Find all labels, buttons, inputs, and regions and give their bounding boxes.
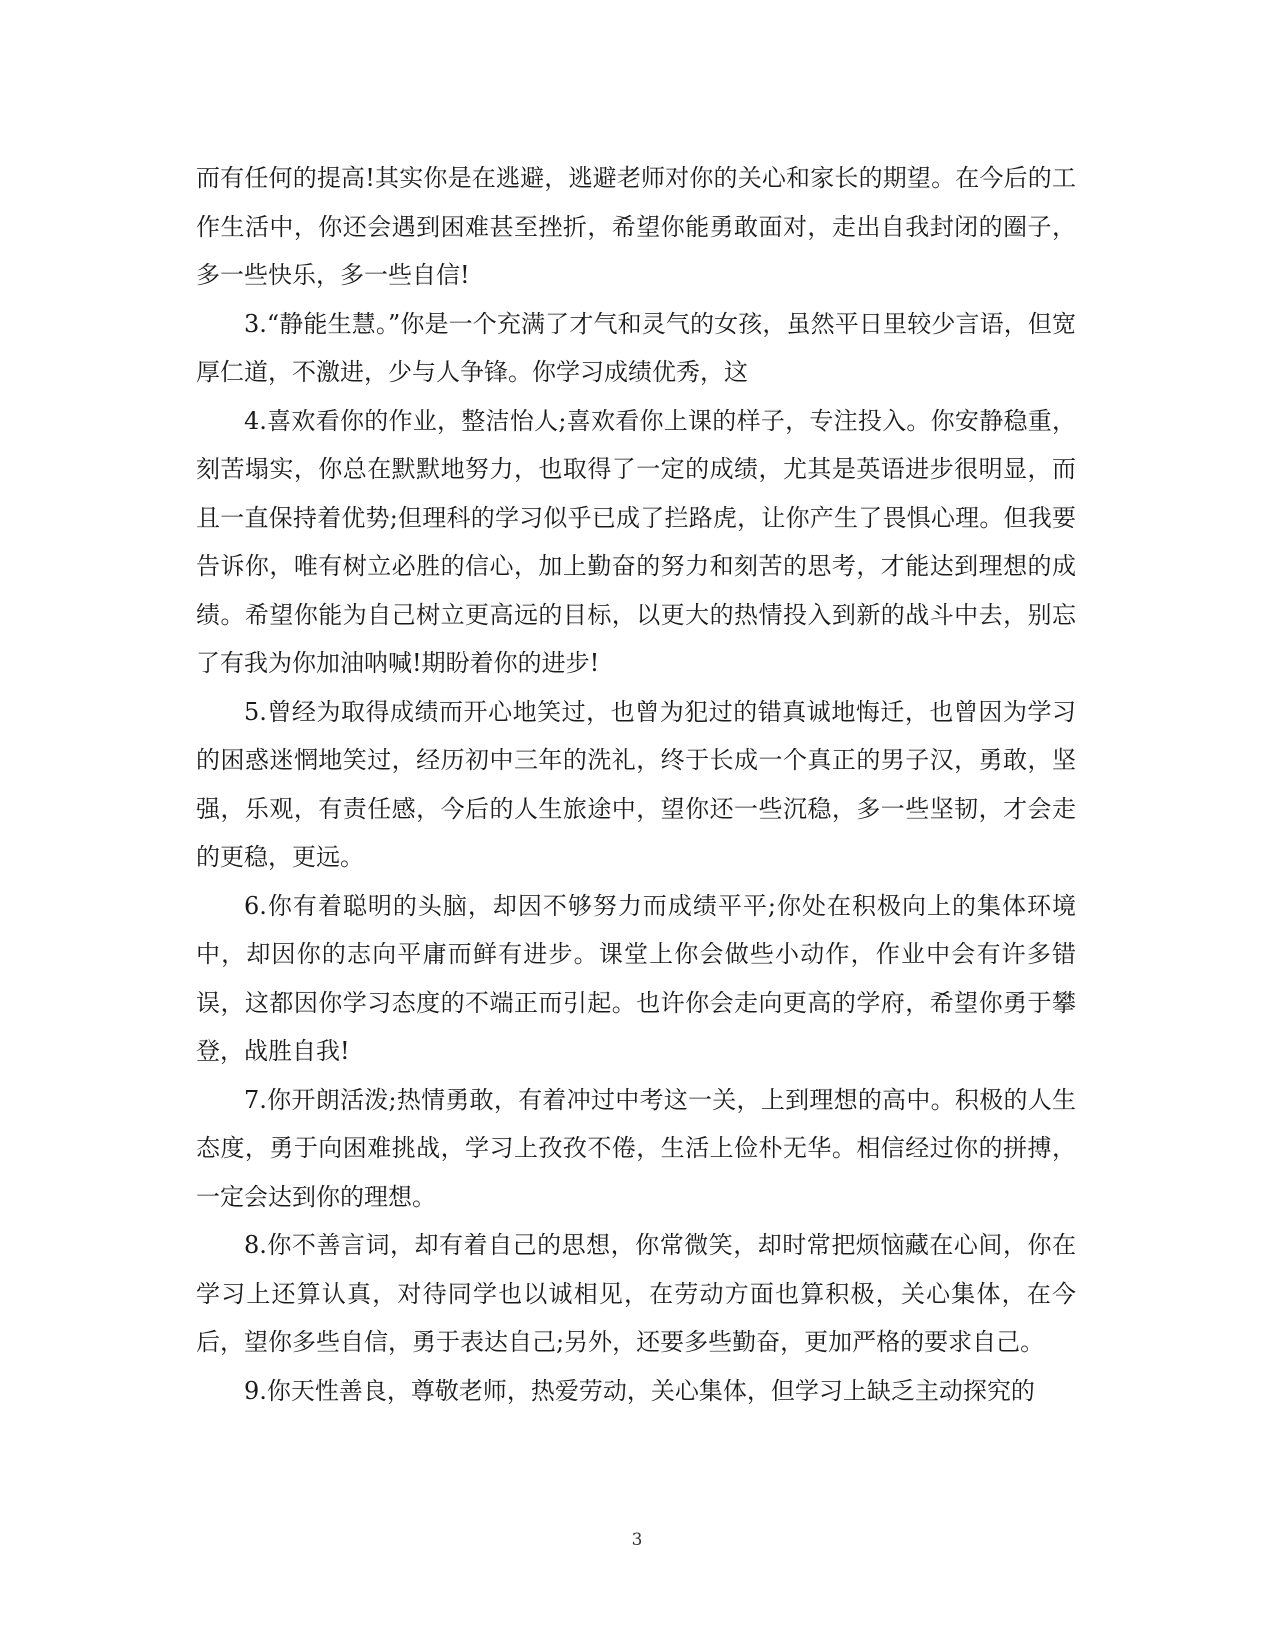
page-number: 3: [631, 1530, 643, 1550]
paragraph-continued: 而有任何的提高!其实你是在逃避，逃避老师对你的关心和家长的期望。在今后的工作生活中，你还会遇到困难甚至挫折，希望你能勇敢面对，走出自我封闭的圈子，多一些快乐，多一些自信!: [196, 164, 1076, 289]
paragraph-4: 4.喜欢看你的作业，整洁怡人;喜欢看你上课的样子，专注投入。你安静稳重，刻苦塌实，你总在默默地努力，也取得了一定的成绩，尤其是英语进步很明显，而且一直保持着优势;但理科的学习似乎已成了拦路虎，让你产生了畏惧心理。但我要告诉你，唯有树立必胜的信心，加上勤奋的努力和刻苦的思考，才能达到理想的成绩。希望你能为自己树立更高远的目标，以更大的热情投入到新的战斗中去，别忘了有我为你加油呐喊!期盼着你的进步!: [196, 406, 1076, 677]
paragraph-8: 8.你不善言词，却有着自己的思想，你常微笑，却时常把烦恼藏在心间，你在学习上还算认真，对待同学也以诚相见，在劳动方面也算积极，关心集体，在今后，望你多些自信，勇于表达自己;另外，还要多些勤奋，更加严格的要求自己。: [196, 1231, 1076, 1356]
paragraph-3: 3.“静能生慧。”你是一个充满了才气和灵气的女孩，虽然平日里较少言语，但宽厚仁道，不激进，少与人争锋。你学习成绩优秀，这: [196, 309, 1076, 386]
paragraph-7: 7.你开朗活泼;热情勇敢，有着冲过中考这一关，上到理想的高中。积极的人生态度，勇于向困难挑战，学习上孜孜不倦，生活上俭朴无华。相信经过你的拼搏，一定会达到你的理想。: [196, 1085, 1076, 1211]
paragraph-9: 9.你天性善良，尊敬老师，热爱劳动，关心集体，但学习上缺乏主动探究的: [244, 1376, 1035, 1405]
document-body: [196, 154, 1076, 1415]
paragraph-5: 5.曾经为取得成绩而开心地笑过，也曾为犯过的错真诚地悔迁，也曾因为学习的困惑迷惘地笑过，经历初中三年的洗礼，终于长成一个真正的男子汉，勇敢，坚强，乐观，有责任感，今后的人生旅途中，望你还一些沉稳，多一些坚韧，才会走的更稳，更远。: [196, 697, 1076, 871]
paragraph-6: 6.你有着聪明的头脑，却因不够努力而成绩平平;你处在积极向上的集体环境中，却因你的志向平庸而鲜有进步。课堂上你会做些小动作，作业中会有许多错误，这都因你学习态度的不端正而引起。也许你会走向更高的学府，希望你勇于攀登，战胜自我!: [196, 891, 1076, 1065]
